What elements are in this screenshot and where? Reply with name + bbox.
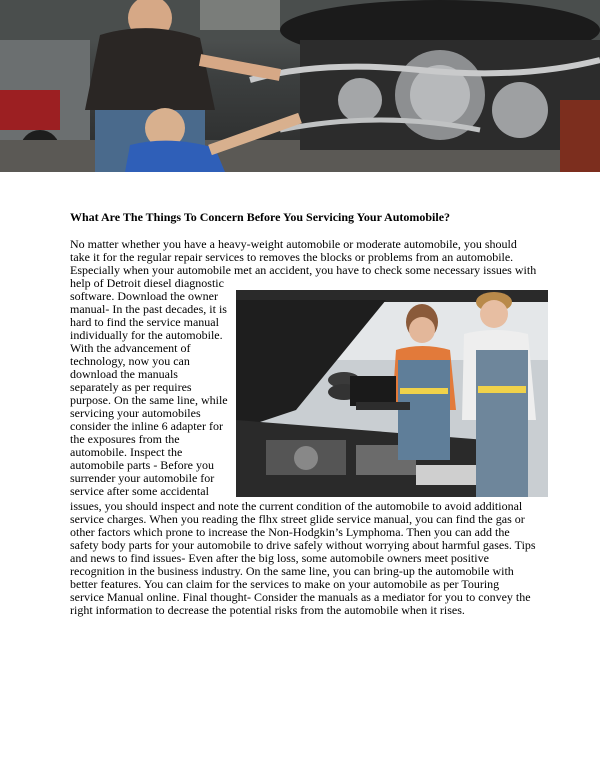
- text-line: No matter whether you have a heavy-weight automobile or moderate automobile, you should: [70, 237, 517, 251]
- hero-photo: [0, 0, 600, 172]
- text-line: recognition in the business industry. On the same line, you can bring-up the automobile with: [70, 564, 514, 578]
- text-line: servicing your automobiles: [70, 406, 201, 420]
- text-line: and news to find issues- Even after the big loss, some automobile owners meet positive: [70, 551, 489, 565]
- tail-paragraph: [70, 500, 540, 617]
- text-line: hard to find the service manual: [70, 315, 219, 329]
- text-line: surrender your automobile for: [70, 471, 215, 485]
- text-line: service charges. When you reading the flhx street glide service manual, you can find the gas or: [70, 512, 525, 526]
- text-line: Especially when your automobile met an accident, you have to check some necessary issues with: [70, 263, 537, 277]
- text-line: the exposures from the: [70, 432, 180, 446]
- text-line: issues, you should inspect and note the current condition of the automobile to avoid additional: [70, 499, 523, 513]
- intro-paragraph: [70, 238, 540, 277]
- text-line: other factors which prone to increase the Non-Hodgkin’s Lymphoma. Then you can add the: [70, 525, 510, 539]
- hero-illustration: [0, 0, 600, 172]
- text-line: individually for the automobile.: [70, 328, 223, 342]
- text-line: manual- In the past decades, it is: [70, 302, 227, 316]
- text-line: technology, now you can: [70, 354, 190, 368]
- text-line: download the manuals: [70, 367, 178, 381]
- text-line: software. Download the owner: [70, 289, 218, 303]
- text-line: purpose. On the same line, while: [70, 393, 228, 407]
- text-line: consider the inline 6 adapter for: [70, 419, 223, 433]
- article-title: What Are The Things To Concern Before You Servicing Your Automobile?: [70, 210, 451, 224]
- text-line: better features. You can claim for the services to make on your automobile as per Touring: [70, 577, 500, 591]
- text-line: With the advancement of: [70, 341, 191, 355]
- text-line: right information to decrease the potential risks from the automobile when it rises.: [70, 603, 465, 617]
- text-line: automobile. Inspect the: [70, 445, 183, 459]
- inline-photo: [236, 290, 548, 497]
- text-line: service Manual online. Final thought- Consider the manuals as a mediator for you to convey the: [70, 590, 531, 604]
- text-line: automobile parts - Before you: [70, 458, 214, 472]
- wrapped-text-column: [70, 277, 230, 498]
- text-line: separately as per requires: [70, 380, 192, 394]
- text-line: help of Detroit diesel diagnostic: [70, 276, 224, 290]
- text-line: take it for the regular repair services to removes the blocks or problems from an automobile.: [70, 250, 514, 264]
- inline-illustration: [236, 290, 548, 497]
- text-line: safety body parts for your automobile to drive safely without worrying about harmful gases. Tips: [70, 538, 536, 552]
- text-line: service after some accidental: [70, 484, 209, 498]
